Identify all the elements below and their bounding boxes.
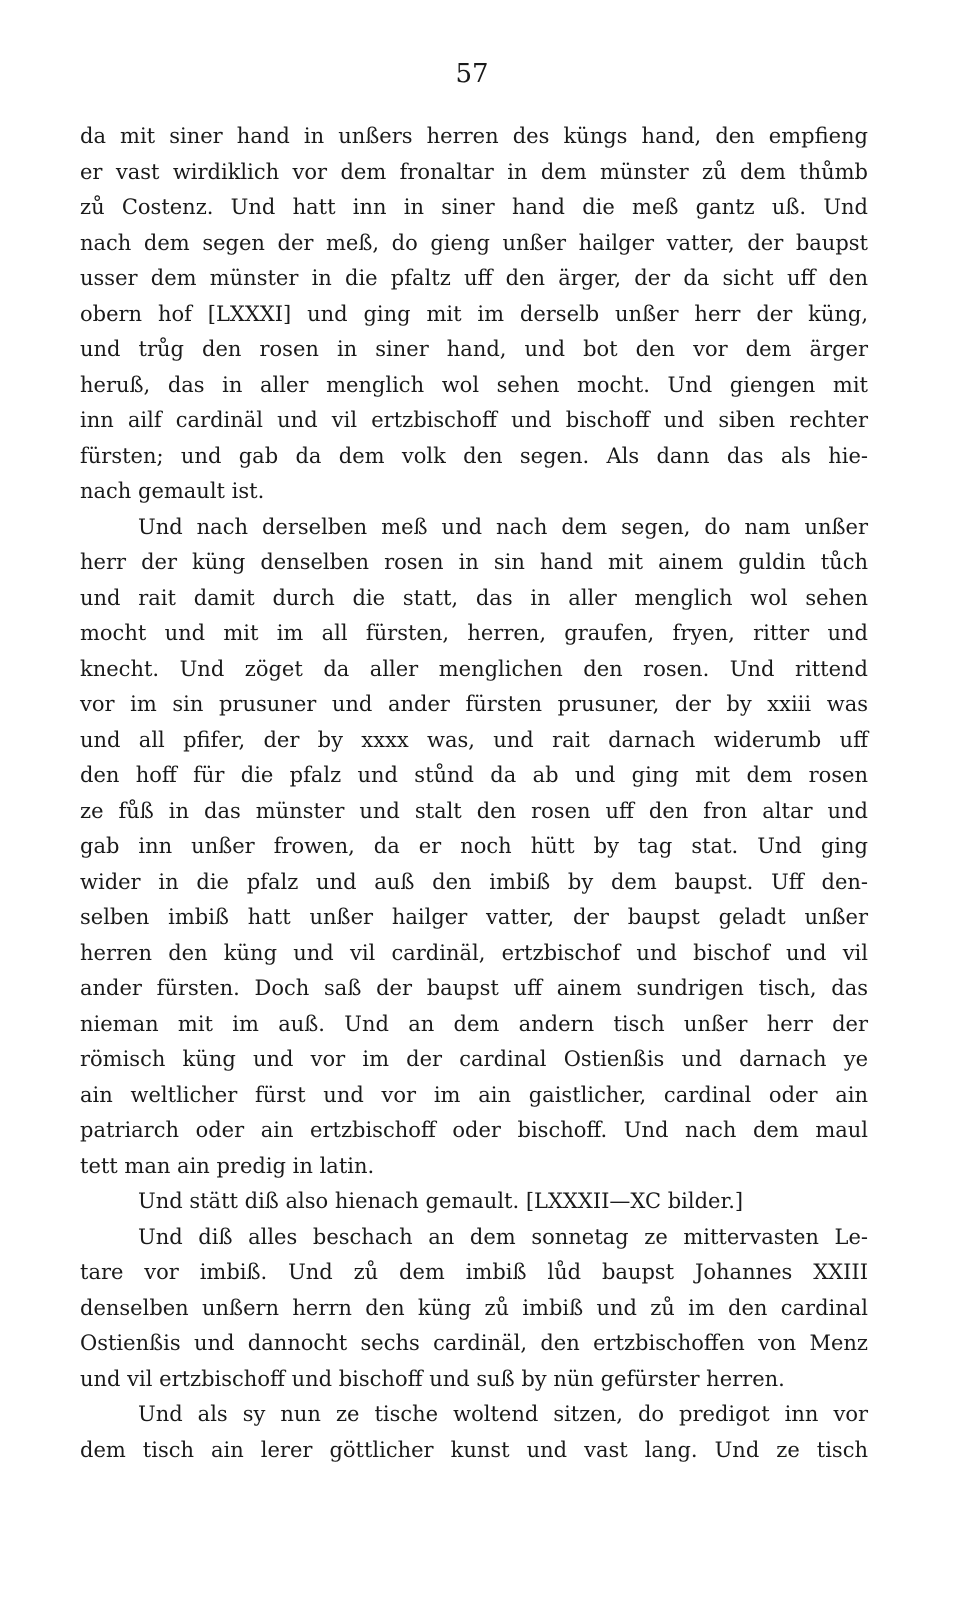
text-line: da mit siner hand in unßers herren des küngs hand, den empfieng — [80, 124, 868, 148]
text-line: wider in die pfalz und auß den imbiß by dem baupst. Uff den- — [80, 869, 868, 894]
text-line: und trůg den rosen in siner hand, und bot den vor dem ärger — [80, 337, 868, 361]
text-line: mocht und mit im all fürsten, herren, graufen, fryen, ritter und — [80, 621, 868, 645]
text-line: heruß, das in aller menglich wol sehen mocht. Und giengen mit — [80, 372, 868, 397]
text-line: ander fürsten. Doch saß der baupst uff ainem sundrigen tisch, das — [80, 976, 868, 1000]
text-line: zů Costenz. Und hatt inn in siner hand die meß gantz uß. Und — [80, 195, 868, 219]
text-line: patriarch oder ain ertzbischoff oder bischoff. Und nach dem maul — [80, 1118, 868, 1142]
text-line: knecht. Und zöget da aller menglichen den rosen. Und rittend — [80, 656, 868, 681]
text-line: dem tisch ain lerer göttlicher kunst und vast lang. Und ze tisch — [80, 1437, 868, 1462]
text-line: inn ailf cardinäl und vil ertzbischoff und bischoff und siben rechter — [80, 408, 868, 432]
text-line: gab inn unßer frowen, da er noch hütt by tag stat. Und ging — [80, 834, 868, 858]
text-line: Und stätt diß also hienach gemault. [LXXXII—XC bilder.] — [138, 1189, 744, 1213]
text-line: herr der küng denselben rosen in sin hand mit ainem guldin tůch — [80, 550, 868, 574]
text-line: Und diß alles beschach an dem sonnetag ze mittervasten Le- — [138, 1224, 868, 1249]
text-line: römisch küng und vor im der cardinal Ostienßis und darnach ye — [80, 1047, 868, 1071]
text-line: fürsten; und gab da dem volk den segen. Als dann das als hie- — [80, 443, 868, 468]
text-line: den hoff für die pfalz und stůnd da ab und ging mit dem rosen — [80, 763, 868, 787]
text-line: Und nach derselben meß und nach dem segen, do nam unßer — [138, 514, 868, 539]
text-line: obern hof [LXXXI] und ging mit im derselb unßer herr der küng, — [80, 301, 868, 326]
text-line: selben imbiß hatt unßer hailger vatter, der baupst geladt unßer — [80, 905, 868, 929]
text-line: usser dem münster in die pfaltz uff den ärger, der da sicht uff den — [80, 266, 868, 290]
page-number: 57 — [455, 59, 489, 89]
text-line: nach dem segen der meß, do gieng unßer hailger vatter, der baupst — [80, 230, 868, 255]
text-line: denselben unßern herrn den küng zů imbiß und zů im den cardinal — [80, 1295, 868, 1320]
text-line: nach gemault ist. — [80, 479, 265, 503]
text-line: und vil ertzbischoff und bischoff und suß by nün gefürster herren. — [80, 1366, 785, 1391]
text-line: Und als sy nun ze tische woltend sitzen, do predigot inn vor — [138, 1402, 868, 1426]
body-text — [80, 119, 868, 1468]
text-line: tett man ain predig in latin. — [80, 1153, 375, 1178]
text-line: herren den küng und vil cardinäl, ertzbischof und bischof und vil — [80, 940, 868, 965]
text-line: er vast wirdiklich vor dem fronaltar in dem münster zů dem thůmb — [80, 159, 868, 184]
text-line: ain weltlicher fürst und vor im ain gaistlicher, cardinal oder ain — [80, 1082, 868, 1107]
text-line: vor im sin prusuner und ander fürsten prusuner, der by xxiii was — [80, 692, 868, 716]
text-line: Ostienßis und dannocht sechs cardinäl, den ertzbischoffen von Menz — [80, 1331, 868, 1355]
text-line: nieman mit im auß. Und an dem andern tisch unßer herr der — [80, 1011, 868, 1036]
text-line: ze fůß in das münster und stalt den rosen uff den fron altar und — [80, 798, 868, 823]
text-line: und all pfifer, der by xxxx was, und rait darnach widerumb uff — [80, 727, 868, 752]
text-line: und rait damit durch die statt, das in aller menglich wol sehen — [80, 585, 868, 610]
text-line: tare vor imbiß. Und zů dem imbiß lůd baupst Johannes XXIII — [80, 1260, 868, 1284]
